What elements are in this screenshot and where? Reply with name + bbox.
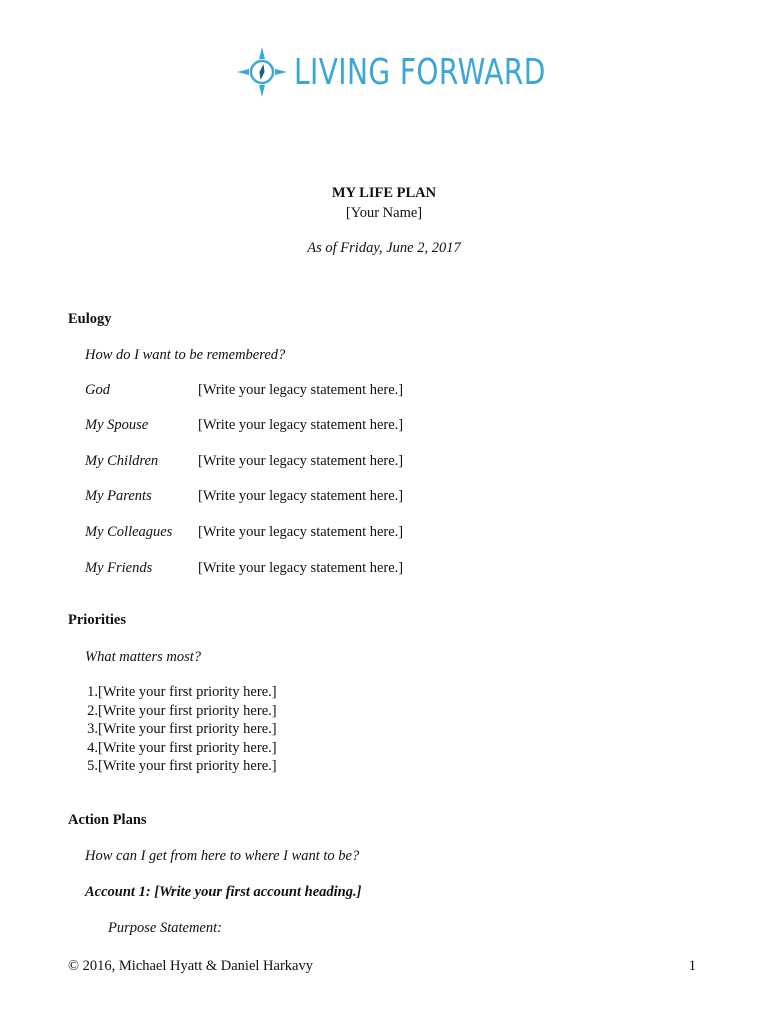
eulogy-heading: Eulogy <box>68 311 112 327</box>
priority-text: [Write your first priority here.] <box>98 702 277 719</box>
priority-text: [Write your first priority here.] <box>98 739 277 756</box>
eulogy-statement: [Write your legacy statement here.] <box>198 488 404 504</box>
eulogy-statement: [Write your legacy statement here.] <box>198 382 404 398</box>
list-number: 3. <box>87 721 98 738</box>
eulogy-who: My Colleagues <box>85 524 173 540</box>
page-number: 1 <box>688 958 696 974</box>
footer-copyright: © 2016, Michael Hyatt & Daniel Harkavy <box>68 958 313 974</box>
eulogy-row <box>85 453 585 470</box>
priority-text: [Write your first priority here.] <box>98 684 277 700</box>
eulogy-statement: [Write your legacy statement here.] <box>198 417 404 433</box>
account-heading: Account 1: [Write your first account heading.] <box>85 884 362 900</box>
priority-text: [Write your first priority here.] <box>98 758 277 775</box>
priority-text: [Write your first priority here.] <box>98 721 277 738</box>
list-item <box>68 702 277 721</box>
action-plans-heading: Action Plans <box>68 812 147 828</box>
your-name-placeholder: [Your Name] <box>345 205 423 221</box>
action-plans-question: How can I get from here to where I want to be? <box>85 848 360 864</box>
eulogy-row <box>85 524 585 541</box>
list-number: 5. <box>87 758 98 775</box>
logo-text: LIVING FORWARD <box>294 51 546 93</box>
eulogy-row <box>85 382 585 399</box>
priorities-list <box>68 683 277 776</box>
eulogy-who: My Friends <box>85 560 153 576</box>
list-item <box>68 739 277 758</box>
list-number: 4. <box>87 739 98 756</box>
priorities-question: What matters most? <box>85 649 201 665</box>
compass-icon <box>236 45 288 99</box>
eulogy-statement: [Write your legacy statement here.] <box>198 560 404 576</box>
list-number: 2. <box>87 702 98 719</box>
list-item <box>68 757 277 776</box>
eulogy-who: My Spouse <box>85 417 149 433</box>
list-item <box>68 683 277 702</box>
list-number: 1. <box>87 684 98 700</box>
eulogy-row <box>85 488 585 505</box>
eulogy-who: My Children <box>85 453 159 469</box>
eulogy-row <box>85 560 585 577</box>
eulogy-statement: [Write your legacy statement here.] <box>198 453 404 469</box>
purpose-statement-label: Purpose Statement: <box>108 920 222 936</box>
eulogy-who: God <box>85 382 110 398</box>
living-forward-logo <box>236 45 617 99</box>
eulogy-statement: [Write your legacy statement here.] <box>198 524 404 540</box>
as-of-date: As of Friday, June 2, 2017 <box>307 240 461 256</box>
document-title: MY LIFE PLAN <box>331 185 437 201</box>
eulogy-question: How do I want to be remembered? <box>85 347 286 363</box>
list-item <box>68 720 277 739</box>
eulogy-who: My Parents <box>85 488 152 504</box>
eulogy-row <box>85 417 585 434</box>
priorities-heading: Priorities <box>68 612 126 628</box>
